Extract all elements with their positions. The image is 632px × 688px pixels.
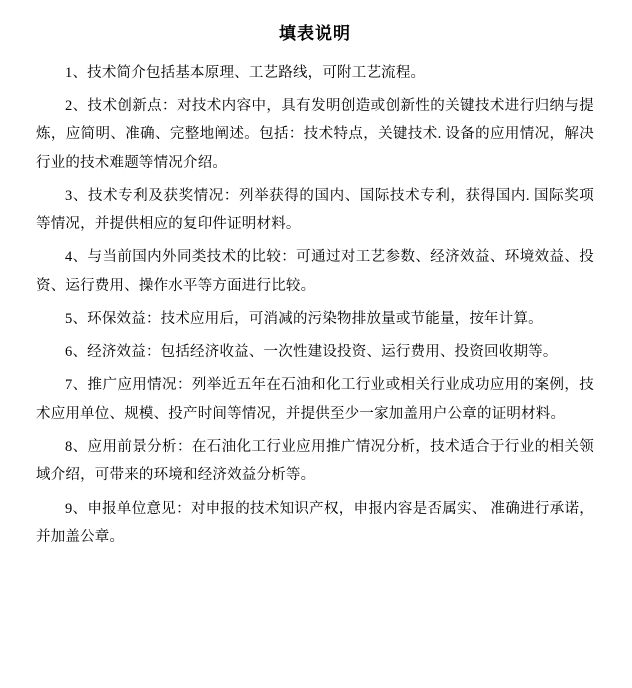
instruction-paragraph: 6、经济效益：包括经济收益、一次性建设投资、运行费用、投资回收期等。 <box>65 344 558 361</box>
instruction-paragraph: 7、推广应用情况：列举近五年在石油和化工行业或相关行业成功应用的案例，技术应用单位、规模、投产时间等情况，并提供至少一家加盖用户公章的证明材料。 <box>36 377 594 422</box>
instruction-paragraph: 9、申报单位意见：对申报的技术知识产权，申报内容是否属实、 准确进行承诺，并加盖公章。 <box>36 500 594 545</box>
instruction-paragraph: 8、应用前景分析：在石油化工行业应用推广情况分析，技术适合于行业的相关领域介绍，可带来的环境和经济效益分析等。 <box>36 438 594 484</box>
instruction-paragraph: 4、与当前国内外同类技术的比较：可通过对工艺参数、经济效益、环境效益、投资、运行费用、操作水平等方面进行比较。 <box>36 249 594 294</box>
page-title: 填表说明 <box>279 24 351 43</box>
instruction-paragraph: 2、技术创新点：对技术内容中，具有发明创造或创新性的关键技术进行归纳与提炼，应简明、准确、完整地阐述。包括：技术特点，关键技术. 设备的应用情况，解决行业的技术难题等情况介绍。 <box>36 98 594 171</box>
instruction-paragraph: 1、技术简介包括基本原理、工艺路线，可附工艺流程。 <box>65 64 426 81</box>
instruction-paragraph: 5、环保效益：技术应用后，可消减的污染物排放量或节能量，按年计算。 <box>65 310 543 327</box>
instruction-paragraph: 3、技术专利及获奖情况：列举获得的国内、国际技术专利，获得国内. 国际奖项等情况，并提供相应的复印件证明材料。 <box>36 187 594 233</box>
